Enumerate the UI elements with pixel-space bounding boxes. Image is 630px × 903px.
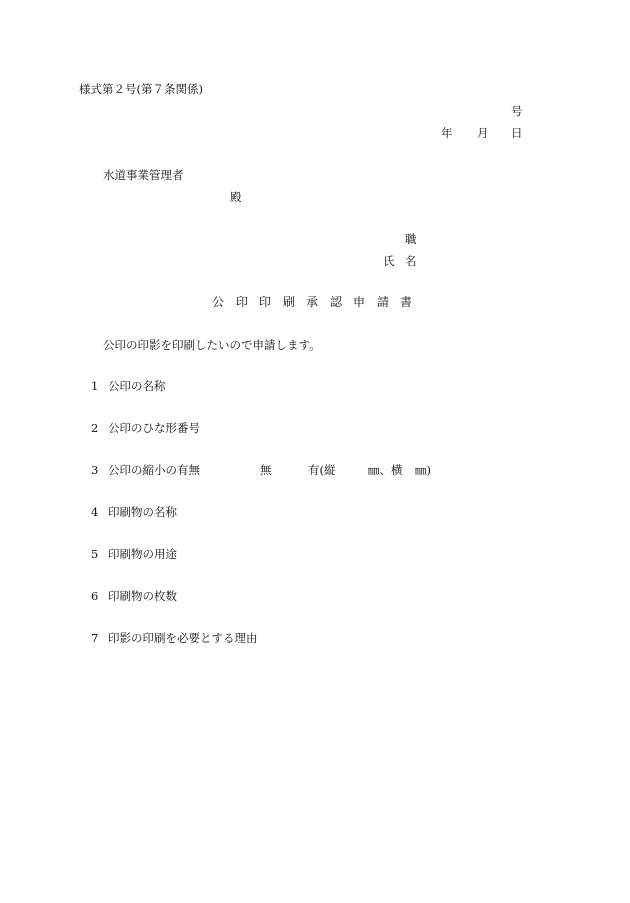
day-label: 日 (511, 126, 523, 140)
reduction-mm-close: ㎜) (415, 463, 431, 477)
title-char: 印 (259, 295, 272, 309)
item-label: 公印の名称 (108, 379, 166, 393)
item-number: 2 (91, 421, 99, 435)
item-label: 印刷物の用途 (108, 547, 177, 561)
reduction-none: 無 (260, 463, 272, 477)
form-number: 様式第２号(第７条関係) (79, 82, 203, 96)
applicant-name-label-2: 名 (405, 254, 417, 268)
item-number: 5 (91, 547, 99, 561)
applicant-title-label: 職 (405, 232, 417, 246)
intro-text: 公印の印影を印刷したいので申請します。 (103, 338, 321, 352)
item-number: 6 (91, 589, 99, 603)
title-char: 公 (212, 295, 225, 309)
addressee-honorific: 殿 (230, 190, 242, 204)
item-label: 公印の縮小の有無 (108, 463, 200, 477)
title-char: 申 (353, 295, 366, 309)
item-label: 印刷物の名称 (108, 505, 177, 519)
item-number: 7 (91, 631, 99, 645)
year-label: 年 (441, 126, 453, 140)
reduction-mm-width: ㎜、横 (368, 463, 403, 477)
item-number: 4 (91, 505, 99, 519)
item-number: 3 (91, 463, 99, 477)
item-label: 印影の印刷を必要とする理由 (108, 631, 258, 645)
item-number: 1 (91, 379, 99, 393)
applicant-name-label-1: 氏 (383, 254, 395, 268)
title-char: 書 (400, 295, 413, 309)
month-label: 月 (477, 126, 489, 140)
title-char: 請 (377, 295, 390, 309)
item-label: 公印のひな形番号 (108, 421, 200, 435)
title-char: 印 (236, 295, 249, 309)
item-label: 印刷物の枚数 (108, 589, 177, 603)
title-char: 刷 (283, 295, 296, 309)
number-label: 号 (511, 104, 523, 118)
reduction-yes-prefix: 有(縦 (308, 463, 336, 477)
title-char: 認 (330, 295, 343, 309)
addressee-name: 水道事業管理者 (103, 168, 184, 182)
title-char: 承 (306, 295, 319, 309)
